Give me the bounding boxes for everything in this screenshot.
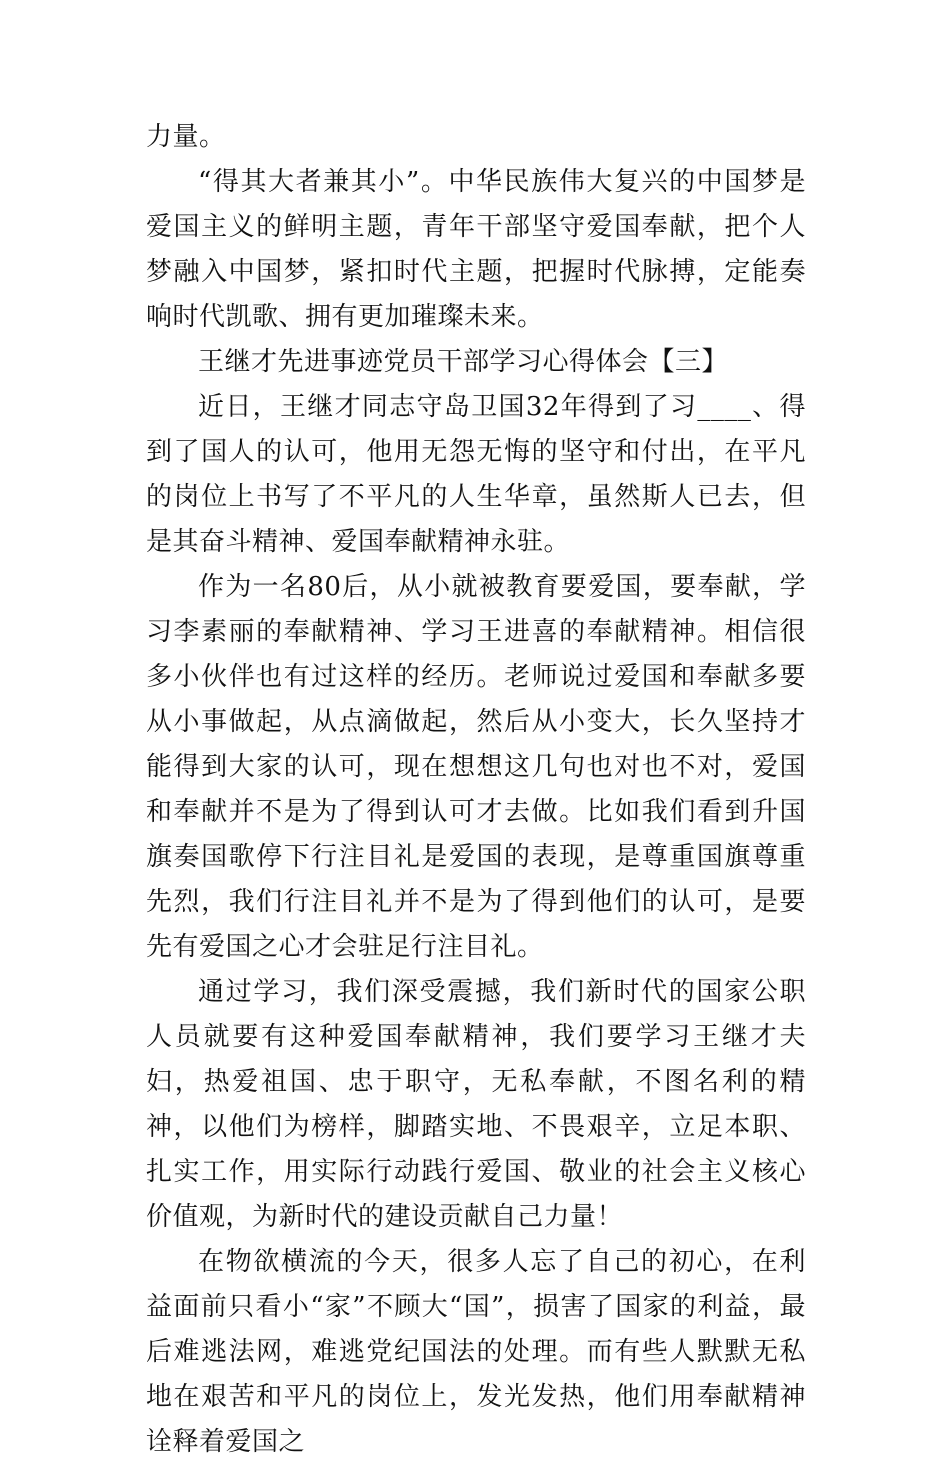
paragraph-through-study: 通过学习，我们深受震撼，我们新时代的国家公职人员就要有这种爱国奉献精神，我们要学习王继才夫妇，热爱祖国、忠于职守，无私奉献，不图名利的精神，以他们为榜样，脚踏实地、不畏艰辛，立足本职、扎实工作，用实际行动践行爱国、敬业的社会主义核心价值观，为新时代的建设贡献自己力量！: [146, 977, 806, 1232]
paragraph-recent-recognition: 近日，王继才同志守岛卫国32年得到了习____、得到了国人的认可，他用无怨无悔的坚守和付出，在平凡的岗位上书写了不平凡的人生华章，虽然斯人已去，但是其奋斗精神、爱国奉献精神永驻。: [146, 392, 806, 557]
paragraph-continuation: 力量。: [146, 122, 226, 152]
document-page: [146, 115, 806, 1465]
paragraph-materialism: 在物欲横流的今天，很多人忘了自己的初心，在利益面前只看小“家”不顾大“国”，损害了国家的利益，最后难逃法网，难逃党纪国法的处理。而有些人默默无私地在艰苦和平凡的岗位上，发光发热，他们用奉献精神诠释着爱国之: [146, 1247, 806, 1457]
section-heading: 王继才先进事迹党员干部学习心得体会【三】: [198, 347, 729, 377]
paragraph-chinese-dream: “得其大者兼其小”。中华民族伟大复兴的中国梦是爱国主义的鲜明主题，青年干部坚守爱国奉献，把个人梦融入中国梦，紧扣时代主题，把握时代脉搏，定能奏响时代凯歌、拥有更加璀璨未来。: [146, 167, 806, 332]
paragraph-post-80s: 作为一名80后，从小就被教育要爱国，要奉献，学习李素丽的奉献精神、学习王进喜的奉献精神。相信很多小伙伴也有过这样的经历。老师说过爱国和奉献多要从小事做起，从点滴做起，然后从小变大，长久坚持才能得到大家的认可，现在想想这几句也对也不对，爱国和奉献并不是为了得到认可才去做。比如我们看到升国旗奏国歌停下行注目礼是爱国的表现，是尊重国旗尊重先烈，我们行注目礼并不是为了得到他们的认可，是要先有爱国之心才会驻足行注目礼。: [146, 572, 806, 962]
